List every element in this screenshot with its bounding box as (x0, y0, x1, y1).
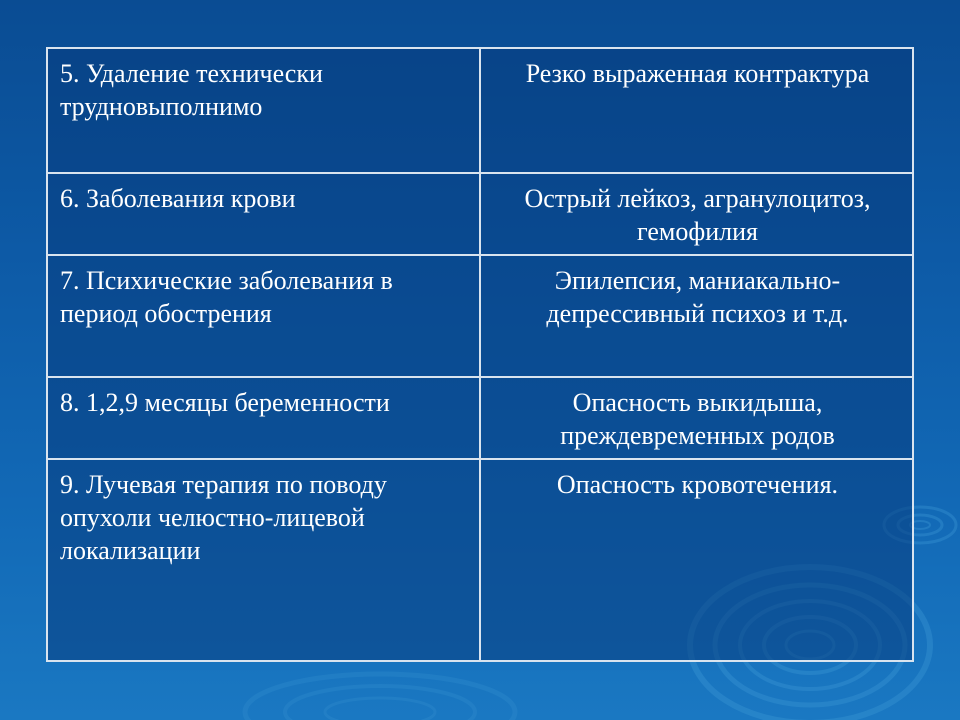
reason-cell: Резко выраженная контрактура (480, 48, 913, 173)
table-row (47, 255, 913, 377)
condition-cell: 9. Лучевая терапия по поводу опухоли челюстно-лицевой локализации (47, 459, 480, 661)
contraindications-table (46, 47, 914, 662)
table-row (47, 377, 913, 459)
bottom-ripple-graphic (245, 674, 515, 720)
condition-cell: 5. Удаление технически трудновыполнимо (47, 48, 480, 173)
table-row (47, 173, 913, 255)
table-row (47, 48, 913, 173)
reason-cell: Острый лейкоз, агранулоцитоз, гемофилия (480, 173, 913, 255)
reason-cell: Опасность выкидыша, преждевременных родов (480, 377, 913, 459)
condition-cell: 7. Психические заболевания в период обострения (47, 255, 480, 377)
reason-cell: Опасность кровотечения. (480, 459, 913, 661)
condition-cell: 6. Заболевания крови (47, 173, 480, 255)
condition-cell: 8. 1,2,9 месяцы беременности (47, 377, 480, 459)
reason-cell: Эпилепсия, маниакально-депрессивный психоз и т.д. (480, 255, 913, 377)
table-row (47, 459, 913, 661)
